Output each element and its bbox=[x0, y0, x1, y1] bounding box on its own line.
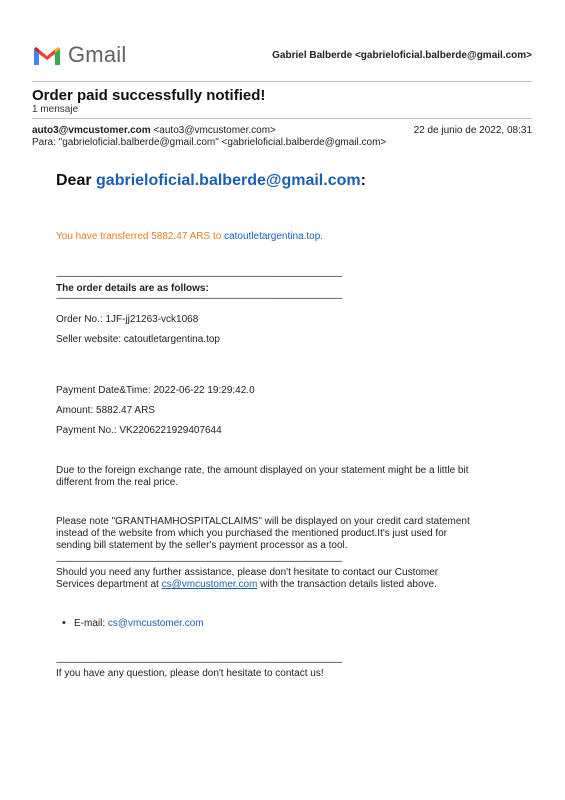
greeting bbox=[56, 172, 366, 190]
account-name: Gabriel Balberde <gabrieloficial.balberde@gmail.com> bbox=[272, 50, 532, 61]
gmail-brand-text: Gmail bbox=[68, 42, 127, 67]
contact-email-item bbox=[74, 618, 204, 629]
transfer-notice bbox=[56, 231, 323, 242]
transfer-end: . bbox=[320, 231, 324, 242]
closing-text: If you have any question, please don't hesitate to contact us! bbox=[56, 668, 324, 679]
greeting-suffix: : bbox=[360, 172, 366, 189]
assist-line-2 bbox=[56, 579, 437, 590]
assist-line-2-post: with the transaction details listed above. bbox=[257, 579, 437, 590]
order-number: Order No.: 1JF-jj21263-vck1068 bbox=[56, 314, 199, 325]
header-divider bbox=[32, 81, 532, 82]
sender-name: auto3@vmcustomer.com bbox=[32, 125, 151, 136]
greeting-email[interactable]: gabrieloficial.balberde@gmail.com bbox=[96, 172, 361, 189]
seller-website: Seller website: catoutletargentina.top bbox=[56, 334, 220, 345]
dash-divider-4: ----------------------------------------------------------------------------------------------------------------------------------------------- bbox=[56, 657, 342, 667]
greeting-prefix: Dear bbox=[56, 172, 97, 189]
message-date: 22 de junio de 2022, 08:31 bbox=[413, 125, 532, 136]
sender-address: <auto3@vmcustomer.com> bbox=[153, 125, 276, 136]
assist-line-2-pre: Services department at bbox=[56, 579, 162, 590]
transfer-site-link[interactable]: catoutletargentina.top bbox=[224, 231, 321, 242]
contact-email-link[interactable]: cs@vmcustomer.com bbox=[107, 618, 204, 629]
dash-divider-3: ----------------------------------------------------------------------------------------------------------------------------------------------- bbox=[56, 556, 342, 566]
sender bbox=[32, 125, 276, 136]
recipient: Para: "gabrieloficial.balberde@gmail.com" <gabrieloficial.balberde@gmail.com> bbox=[32, 137, 387, 148]
payment-date: Payment Date&Time: 2022-06-22 19:29:42.0 bbox=[56, 385, 255, 396]
gmail-header bbox=[32, 38, 532, 72]
subject-divider bbox=[32, 118, 532, 119]
message-count: 1 mensaje bbox=[32, 104, 79, 115]
note-line-1: Please note "GRANTHAMHOSPITALCLAIMS" will be displayed on your credit card statement bbox=[56, 516, 470, 527]
dash-divider-2: ----------------------------------------------------------------------------------------------------------------------------------------------- bbox=[56, 293, 342, 303]
assist-email-link[interactable]: cs@vmcustomer.com bbox=[161, 579, 258, 590]
order-heading: The order details are as follows: bbox=[56, 283, 209, 294]
exchange-line-1: Due to the foreign exchange rate, the amount displayed on your statement might be a little bit bbox=[56, 465, 469, 476]
contact-email-label: E-mail: bbox=[74, 618, 108, 629]
assist-line-1: Should you need any further assistance, please don't hesitate to contact our Customer bbox=[56, 567, 439, 578]
email-subject: Order paid successfully notified! bbox=[32, 87, 266, 104]
gmail-logo[interactable] bbox=[32, 42, 126, 68]
payment-amount: Amount: 5882.47 ARS bbox=[56, 405, 155, 416]
exchange-line-2: different from the real price. bbox=[56, 477, 179, 488]
note-line-3: sending bill statement by the seller's payment processor as a tool. bbox=[56, 540, 348, 551]
payment-number: Payment No.: VK2206221929407644 bbox=[56, 425, 222, 436]
dash-divider-1: ----------------------------------------------------------------------------------------------------------------------------------------------- bbox=[56, 271, 342, 281]
gmail-logo-icon bbox=[32, 44, 62, 67]
note-line-2: instead of the website from which you purchased the mentioned product.It's just used for bbox=[56, 528, 448, 539]
transfer-text: You have transferred 5882.47 ARS to bbox=[56, 231, 225, 242]
